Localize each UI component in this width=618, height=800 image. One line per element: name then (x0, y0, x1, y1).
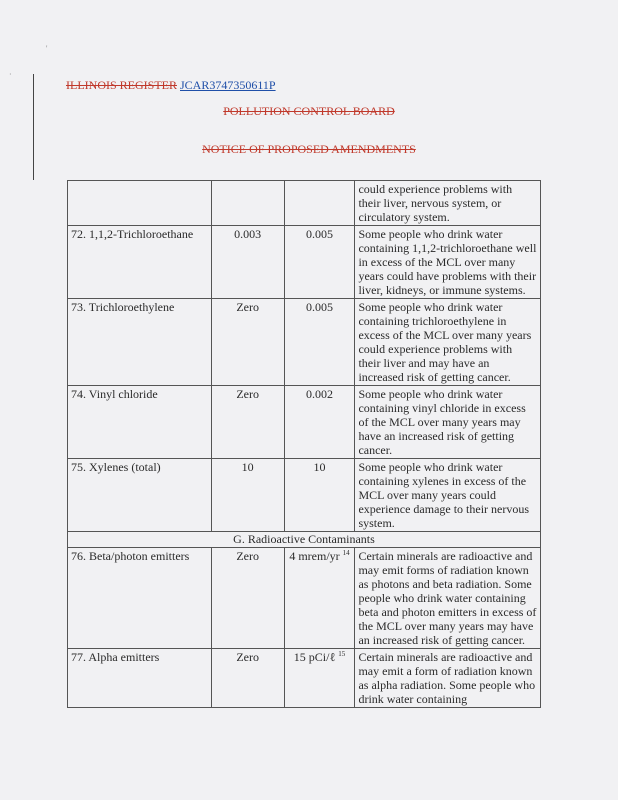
health-effects: Some people who drink water containing xylenes in excess of the MCL over many years could experience damage to their nervous system. (355, 459, 541, 532)
mclg-value: 0.003 (211, 226, 284, 299)
mcl-value: 4 mrem/yr $^{14}$ (284, 548, 355, 649)
mclg-value: Zero (211, 548, 284, 649)
health-effects: Some people who drink water containing vinyl chloride in excess of the MCL over many years may have an increased risk of getting cancer. (355, 386, 541, 459)
table-row (68, 181, 541, 226)
section-row (68, 532, 541, 548)
health-effects: Some people who drink water containing 1,1,2-trichloroethane well in excess of the MCL over many years could have problems with their liver, kidneys, or immune systems. (355, 226, 541, 299)
margin-dot: · (9, 70, 12, 79)
mcl-value: 15 pCi/ℓ $^{15}$ (284, 649, 355, 708)
register-added-text: JCAR3747350611P (180, 78, 276, 92)
table-row (68, 548, 541, 649)
mclg-value: Zero (211, 649, 284, 708)
footnote-marker: 14 (342, 549, 350, 557)
health-effects: Certain minerals are radioactive and may emit forms of radiation known as photons and beta radiation. Some people who drink water containing beta and photon emitters in excess of the MCL over many years may have an increased risk of getting cancer. (355, 548, 541, 649)
mclg-value: Zero (211, 299, 284, 386)
mcl-value: 0.005 (284, 299, 355, 386)
contaminant-name: 76. Beta/photon emitters (68, 548, 212, 649)
mcl-value: 0.005 (284, 226, 355, 299)
table-row (68, 226, 541, 299)
health-effects: Certain minerals are radioactive and may emit a form of radiation known as alpha radiation. Some people who drink water containing (355, 649, 541, 708)
margin-change-bar (33, 74, 34, 180)
footnote-marker: 15 (338, 650, 346, 658)
contaminant-name: 75. Xylenes (total) (68, 459, 212, 532)
margin-dot: ' (46, 44, 48, 53)
register-struck-text: ILLINOIS REGISTER (66, 78, 177, 92)
contaminant-table (67, 180, 541, 708)
table-row (68, 459, 541, 532)
continuation-text: could experience problems with their liver, nervous system, or circulatory system. (355, 181, 541, 226)
board-heading: POLLUTION CONTROL BOARD (223, 104, 395, 118)
notice-heading: NOTICE OF PROPOSED AMENDMENTS (202, 142, 416, 156)
health-effects: Some people who drink water containing trichloroethylene in excess of the MCL over many years could experience problems with their liver and may have an increased risk of getting cancer. (355, 299, 541, 386)
table-row (68, 386, 541, 459)
register-header (66, 78, 276, 93)
mclg-value: 10 (211, 459, 284, 532)
mclg-value: Zero (211, 386, 284, 459)
table-row (68, 299, 541, 386)
section-heading: G. Radioactive Contaminants (68, 532, 541, 548)
mcl-value: 0.002 (284, 386, 355, 459)
mcl-value: 10 (284, 459, 355, 532)
table-row (68, 649, 541, 708)
contaminant-name: 77. Alpha emitters (68, 649, 212, 708)
contaminant-name: 72. 1,1,2-Trichloroethane (68, 226, 212, 299)
contaminant-name: 74. Vinyl chloride (68, 386, 212, 459)
contaminant-name: 73. Trichloroethylene (68, 299, 212, 386)
